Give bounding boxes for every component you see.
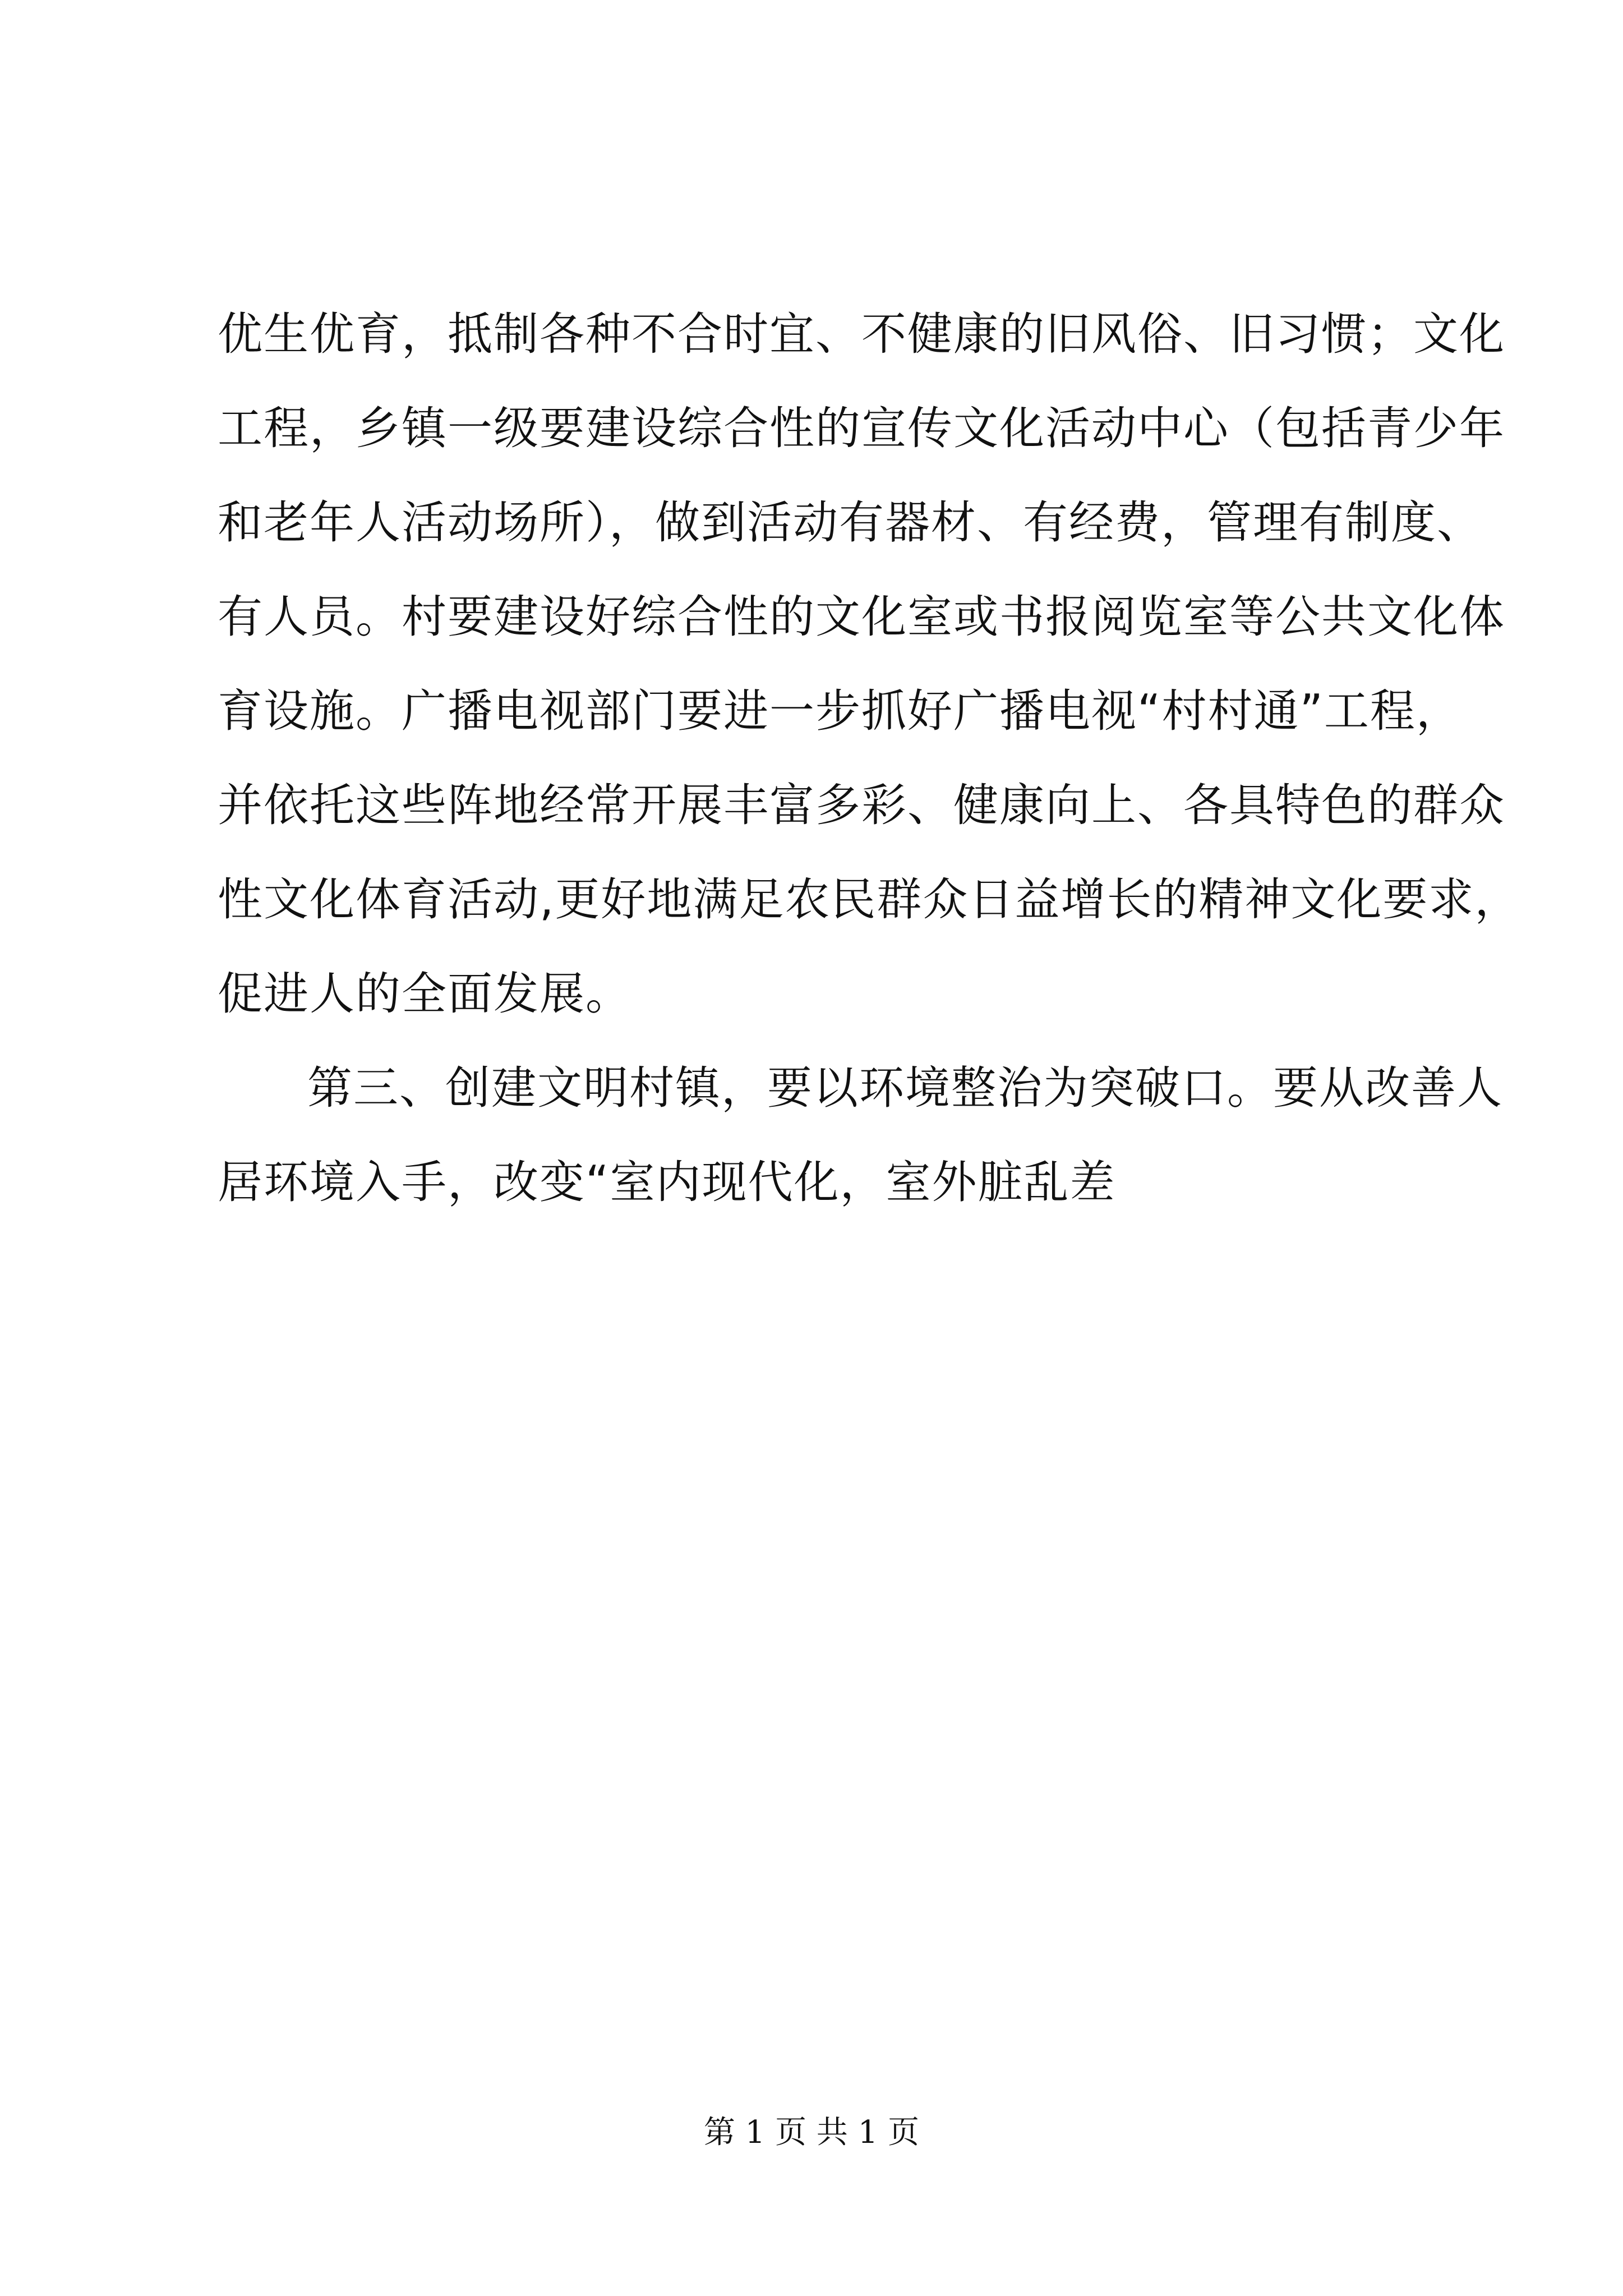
text-line: 并依托这些阵地经常开展丰富多彩、健康向上、各具特色的群众 <box>218 779 1505 831</box>
text-line: 和老年人活动场所），做到活动有器材、有经费，管理有制度、 <box>218 496 1483 549</box>
page-number-footer: 第 1 页 共 1 页 <box>703 2114 920 2151</box>
text-line: 性文化体育活动,更好地满足农民群众日益增长的精神文化要求， <box>218 873 1521 926</box>
text-line: 促进人的全面发展。 <box>218 968 631 1020</box>
text-line: 优生优育，抵制各种不合时宜、不健康的旧风俗、旧习惯；文化 <box>218 308 1505 360</box>
paragraph-first-line: 第三、创建文明村镇，要以环境整治为突破口。要从改善人 <box>307 1062 1503 1114</box>
text-line: 育设施。广播电视部门要进一步抓好广播电视“村村通”工程， <box>218 685 1462 737</box>
text-line: 有人员。村要建设好综合性的文化室或书报阅览室等公共文化体 <box>218 591 1505 643</box>
text-line: 工程，乡镇一级要建设综合性的宣传文化活动中心（包括青少年 <box>218 402 1505 454</box>
text-line: 居环境入手，改变“室内现代化，室外脏乱差 <box>218 1156 1116 1208</box>
